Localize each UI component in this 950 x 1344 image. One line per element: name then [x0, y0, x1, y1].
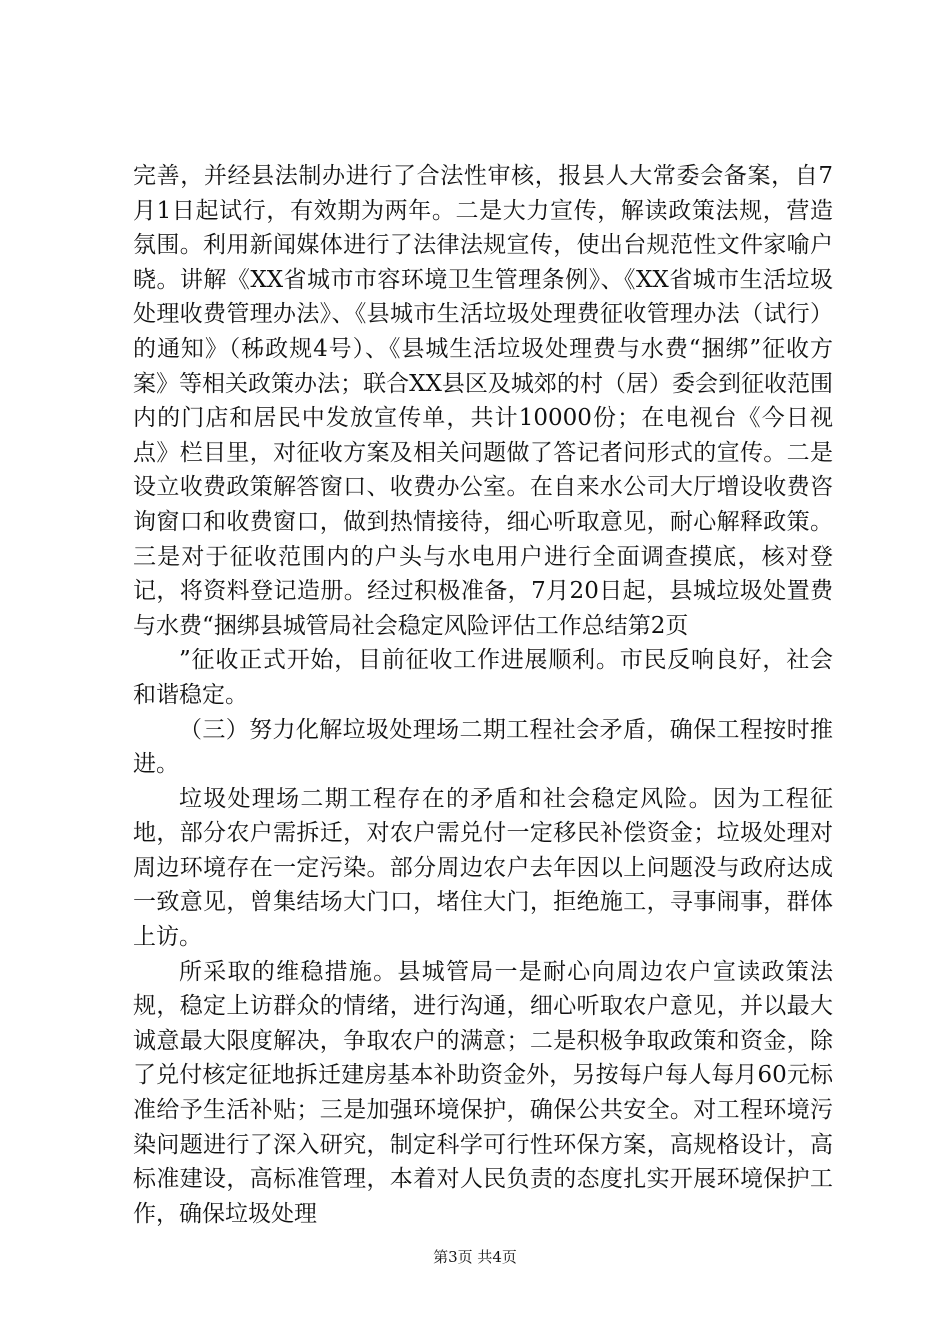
page-footer: 第3页 共4页	[433, 1248, 517, 1266]
paragraph-continued: 完善，并经县法制办进行了合法性审核，报县人大常委会备案，自7月1日起试行，有效期为两年。二是大力宣传，解读政策法规，营造氛围。利用新闻媒体进行了法律法规宣传，使出台规范性文件家喻户晓。讲解《XX省城市市容环境卫生管理条例》、《XX省城市生活垃圾处理收费管理办法》、《县城市生活垃圾处理费征收管理办法（试行）的通知》（秭政规4号）、《县城生活垃圾处理费与水费“捆绑”征收方案》等相关政策办法；联合XX县区及城郊的村（居）委会到征收范围内的门店和居民中发放宣传单，共计10000份；在电视台《今日视点》栏目里，对征收方案及相关问题做了答记者问形式的宣传。二是设立收费政策解答窗口、收费办公室。在自来水公司大厅增设收费咨询窗口和收费窗口，做到热情接待，细心听取意见，耐心解释政策。三是对于征收范围内的户头与水电用户进行全面调查摸底，核对登记，将资料登记造册。经过积极准备，7月20日起，县城垃圾处置费与水费“捆绑县城管局社会稳定风险评估工作总结第2页	[133, 163, 833, 639]
document-body	[133, 159, 833, 1231]
paragraph-measures: 所采取的维稳措施。县城管局一是耐心向周边农户宣读政策法规，稳定上访群众的情绪，进行沟通，细心听取农户意见，并以最大诚意最大限度解决，争取农户的满意；二是积极争取政策和资金，除了兑付核定征地拆迁建房基本补助资金外，另按每户每人每月60元标准给予生活补贴；三是加强环境保护，确保公共安全。对工程环境污染问题进行了深入研究，制定科学可行性环保方案，高规格设计，高标准建设，高标准管理，本着对人民负责的态度扎实开展环境保护工作，确保垃圾处理	[133, 958, 833, 1227]
paragraph-risk: 垃圾处理场二期工程存在的矛盾和社会稳定风险。因为工程征地，部分农户需拆迁，对农户需兑付一定移民补偿资金；垃圾处理对周边环境存在一定污染。部分周边农户去年因以上问题没与政府达成一致意见，曾集结场大门口，堵住大门，拒绝施工，寻事闹事，群体上访。	[133, 785, 833, 951]
paragraph-collection-start: ”征收正式开始，目前征收工作进展顺利。市民反响良好，社会和谐稳定。	[133, 647, 833, 708]
section-heading: （三）努力化解垃圾处理场二期工程社会矛盾，确保工程按时推进。	[133, 716, 833, 778]
